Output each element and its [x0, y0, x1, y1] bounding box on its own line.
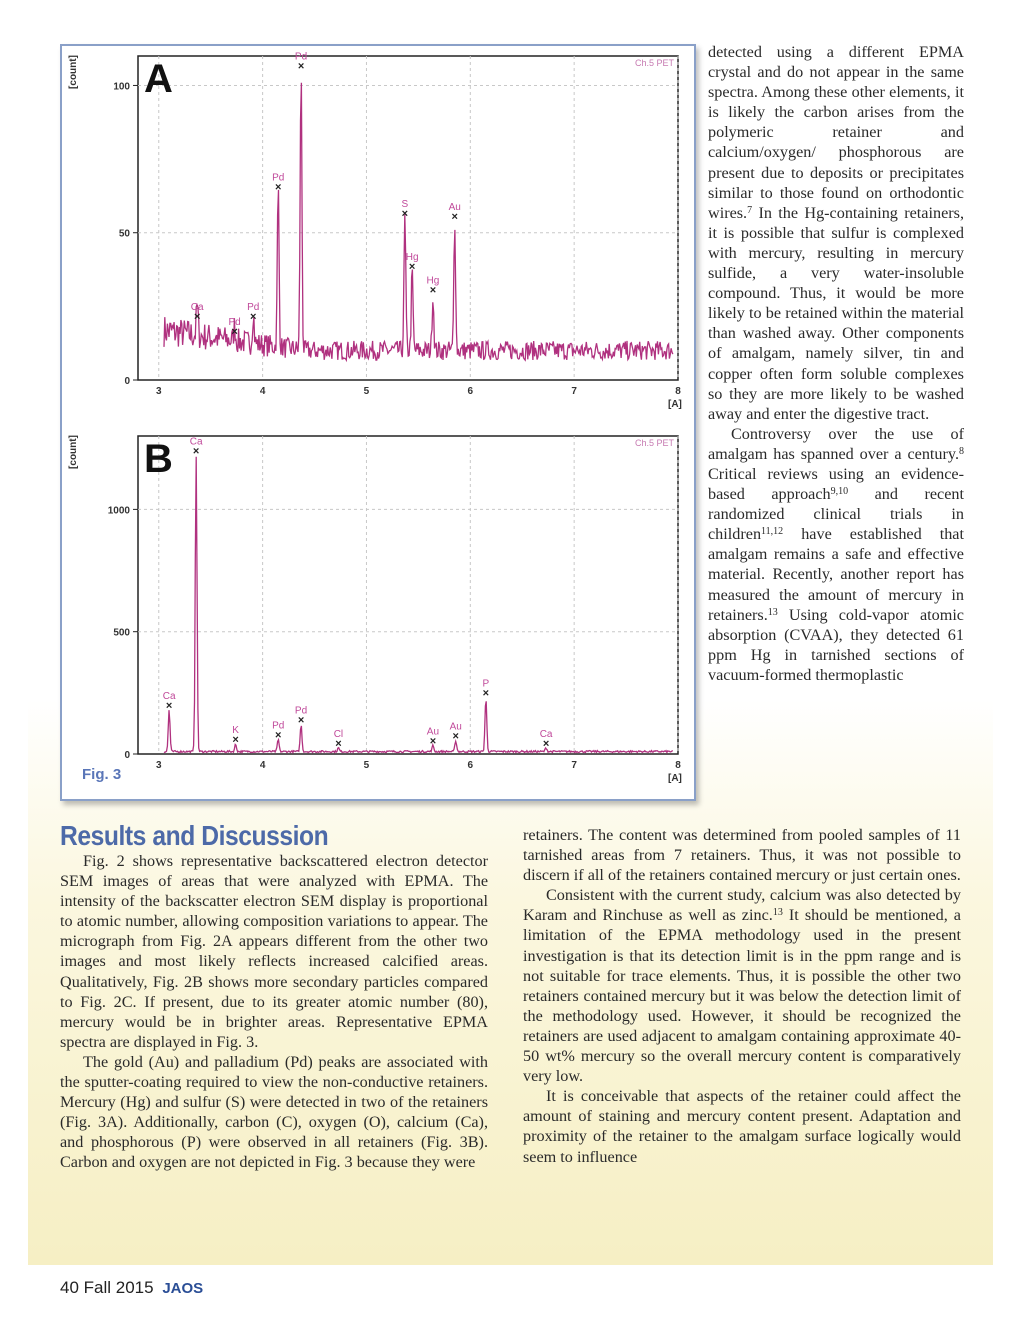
y-axis-unit: [count]: [68, 435, 79, 469]
peak-marker: ×: [297, 60, 305, 73]
peak-label: Ca: [162, 690, 176, 702]
panel-letter: A: [144, 57, 173, 101]
peak-label: Ca: [189, 436, 203, 448]
crystal-label: Ch.5 PET: [634, 438, 674, 448]
crystal-label: Ch.5 PET: [634, 58, 674, 68]
peak-label: Au: [449, 721, 462, 733]
peak-marker: ×: [429, 284, 437, 297]
peak-label: Pd: [272, 172, 285, 184]
reference: 8: [959, 445, 964, 457]
reference: 9,10: [830, 486, 849, 498]
spectrum-panel-b: [68, 435, 682, 784]
x-tick-label: 8: [675, 760, 681, 771]
peak-label: P: [482, 678, 490, 690]
peak-marker: ×: [482, 687, 490, 700]
reference: 11,12: [761, 526, 784, 538]
peak-label: Pd: [228, 316, 241, 328]
peak-label: K: [232, 725, 239, 737]
paragraph: Fig. 2 shows representative backscattered electron detector SEM images of areas that were analyzed with EPMA. The intensity of the backscatter electron SEM display is proportional to atomic number, allowing composition variations to appear. The micrograph from Fig. 2A appears different from the other two images and most likely reflects increased calcified areas. Qualitatively, Fig. 2B shows more secondary particles compared to Fig. 2C. If present, due to its greater atomic number (80), mercury would be in brighter areas. Representative EPMA spectra are displayed in Fig. 3.: [60, 852, 488, 1051]
paragraph: The gold (Au) and palladium (Pd) peaks are associated with the sputter-coating required to view the non-conductive retainers. Mercury (Hg) and sulfur (S) were detected in two of the retainers (Fig. 3A). Additionally, carbon (C), oxygen (O), calcium (Ca), and phosphorous (P) were observed in all retainers (Fig. 3B). Carbon and oxygen are not depicted in Fig. 3 because they were: [60, 1052, 488, 1172]
peak-label: Hg: [426, 275, 440, 287]
x-tick-label: 4: [259, 386, 266, 397]
peak-marker: ×: [297, 714, 305, 727]
x-axis-unit: [A]: [668, 773, 682, 784]
reference: 13: [772, 907, 783, 919]
y-tick-label: 1000: [107, 505, 130, 517]
page-footer: [60, 1278, 203, 1298]
reference: 7: [747, 204, 753, 216]
spectra-figure: [62, 46, 694, 799]
peak-marker: ×: [192, 445, 200, 458]
x-tick-label: 6: [467, 760, 474, 771]
peak-label: Pd: [247, 302, 260, 314]
peak-marker: ×: [408, 261, 416, 274]
x-tick-label: 8: [675, 386, 681, 397]
peak-label: Pd: [294, 705, 308, 717]
figure-3: [60, 44, 696, 801]
peak-marker: ×: [451, 210, 458, 223]
spectrum-line: [164, 457, 673, 753]
peak-label: Au: [448, 201, 461, 213]
panel-letter: B: [144, 437, 173, 481]
peak-marker: ×: [232, 734, 239, 747]
peak-marker: ×: [231, 325, 238, 338]
peak-marker: ×: [542, 737, 550, 750]
x-tick-label: 4: [259, 760, 266, 771]
x-tick-label: 6: [467, 386, 474, 397]
peak-marker: ×: [429, 735, 437, 748]
x-tick-label: 7: [571, 386, 577, 397]
peak-label: Ca: [190, 302, 204, 314]
x-tick-label: 5: [363, 760, 370, 771]
peak-marker: ×: [193, 311, 201, 324]
y-axis-unit: [count]: [68, 55, 79, 89]
x-tick-label: 3: [155, 386, 162, 397]
paragraph: detected using a different EPMA crystal and do not appear in the same spectra. Among these other elements, it is likely the carbon arises from the polymeric retainer and calcium/oxygen/ phosphorous are present due to deposits or precipitates similar to those found on orthodontic wires.$^7$ In the Hg-containing retainers, it is possible that sulfur is complexed with mercury, resulting in mercury sulfide, a very water-insoluble compound. Thus, it would be more likely to be retained within the material than washed away. Other components of amalgam, namely silver, tin and copper often form soluble complexes so they are more likely to be washed away and enter the digestive tract.: [708, 43, 964, 423]
peak-marker: ×: [274, 181, 282, 194]
right-column: [523, 825, 961, 1167]
x-tick-label: 3: [155, 760, 162, 771]
figure-label: Fig. 3: [82, 766, 122, 783]
reference: 13: [767, 606, 778, 618]
x-tick-label: 7: [571, 760, 577, 771]
peak-label: Cl: [333, 728, 344, 740]
peak-label: Pd: [272, 720, 285, 732]
narrow-column: [708, 42, 964, 685]
spectrum-panel-a: [68, 52, 682, 410]
y-tick-label: 500: [113, 627, 130, 639]
peak-label: S: [401, 199, 409, 210]
x-tick-label: 5: [363, 386, 370, 397]
y-tick-label: 0: [124, 750, 130, 761]
peak-marker: ×: [452, 730, 459, 743]
peak-marker: ×: [165, 699, 173, 712]
paragraph: Consistent with the current study, calcium was also detected by Karam and Rinchuse as well as zinc.$^{13}$ It should be mentioned, a limitation of the EPMA methodology used in the present investigation is that its detection limit is in the ppm range and is not suitable for trace elements. Thus, it is possible the other two retainers contained mercury but it was below the detection limit of the methodology used. However, it should be recognized the retainers are used adjacent to amalgam containing approximate 40-50 wt% mercury so the overall mercury content is comparatively very low.: [523, 886, 961, 1086]
page-number: 40: [60, 1278, 79, 1297]
paragraph: Controversy over the use of amalgam has spanned over a century.$^8$ Critical reviews using an evidence-based approach$^{9,10}$ and recent randomized clinical trials in children$^{11,12}$ have established that amalgam remains a safe and effective material. Recently, another report has measured the amount of mercury in retainers.$^{13}$ Using cold-vapor atomic absorption (CVAA), they detected 61 ppm Hg in tarnished sections of vacuum-formed thermoplastic: [708, 424, 964, 684]
issue-label: Fall 2015: [83, 1278, 154, 1297]
x-axis-unit: [A]: [668, 399, 682, 410]
y-tick-label: 50: [118, 228, 130, 240]
paragraph: It is conceivable that aspects of the retainer could affect the amount of staining and mercury content present. Adaptation and proximity of the retainer to the amalgam surface logically would seem to influence: [523, 1087, 961, 1166]
peak-label: Pd: [294, 51, 308, 63]
peak-marker: ×: [335, 737, 342, 750]
left-column: [60, 851, 488, 1173]
section-heading: Results and Discussion: [60, 820, 329, 851]
peak-label: Au: [426, 726, 440, 738]
peak-marker: ×: [274, 729, 282, 742]
peak-label: Hg: [405, 252, 419, 264]
peak-marker: ×: [250, 311, 257, 324]
paragraph: retainers. The content was determined from pooled samples of 11 tarnished areas from 7 retainers. Thus, it was not possible to discern if all of the retainers contained mercury or just certain ones.: [523, 826, 961, 885]
y-tick-label: 100: [113, 81, 130, 93]
peak-label: Ca: [539, 728, 553, 740]
plot-frame: [138, 436, 678, 754]
y-tick-label: 0: [124, 376, 130, 387]
journal-name: JAOS: [162, 1280, 204, 1297]
peak-marker: ×: [401, 208, 409, 220]
